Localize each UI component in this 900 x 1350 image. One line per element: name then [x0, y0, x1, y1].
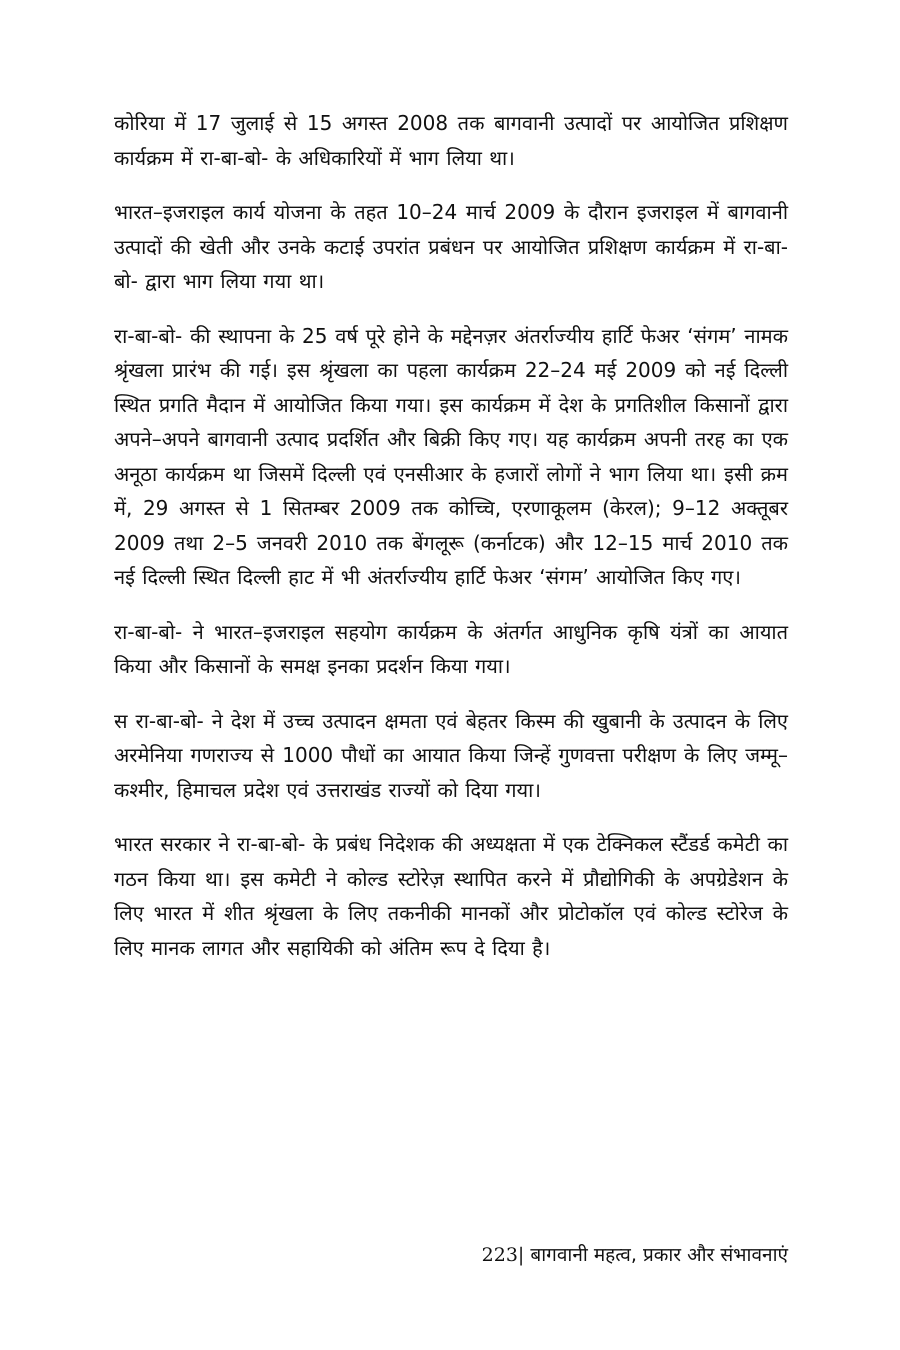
paragraph-machinery-import: रा-बा-बो- ने भारत–इजराइल सहयोग कार्यक्रम के अंतर्गत आधुनिक कृषि यंत्रों का आयात किया और किसानों के समक्ष इनका प्रदर्शन किया गया। — [114, 619, 788, 678]
paragraph-sangam-fair: रा-बा-बो- की स्थापना के 25 वर्ष पूरे होने के मद्देनज़र अंतर्राज्यीय हार्टि फेअर ‘संगम’ नामक श्रृंखला प्रारंभ की गई। इस श्रृंखला का पहला कार्यक्रम 22–24 मई 2009 को नई दिल्ली स्थित प्रगति मैदान में आयोजित किया गया। इस कार्यक्रम में देश के प्रगतिशील किसानों द्वारा अपने–अपने बागवानी उत्पाद प्रदर्शित और बिक्री किए गए। यह कार्यक्रम अपनी तरह का एक अनूठा कार्यक्रम था जिसमें दिल्ली एवं एनसीआर के हजारों लोगों ने भाग लिया था। इसी क्रम में, 29 अगस्त से 1 सितम्बर 2009 तक कोच्चि, एरणाकूलम (केरल); 9–12 अक्तूबर 2009 तथा 2–5 जनवरी 2010 तक बेंगलूरू (कर्नाटक) और 12–15 मार्च 2010 तक नई दिल्ली स्थित दिल्ली हाट में भी अंतर्राज्यीय हार्टि फेअर ‘संगम’ आयोजित किए गए। — [114, 323, 788, 589]
paragraph-cold-storage-committee: भारत सरकार ने रा-बा-बो- के प्रबंध निदेशक की अध्यक्षता में एक टेक्निकल स्टैंडर्ड कमेटी का गठन किया था। इस कमेटी ने कोल्ड स्टोरेज़ स्थापित करने में प्रौद्योगिकी के अपग्रेडेशन के लिए भारत में शीत श्रृंखला के लिए तकनीकी मानकों और प्रोटोकॉल एवं कोल्ड स्टोरेज के लिए मानक लागत और सहायिकी को अंतिम रूप दे दिया है। — [114, 832, 788, 960]
paragraph-apricot-plants: स रा-बा-बो- ने देश में उच्च उत्पादन क्षमता एवं बेहतर किस्म की खुबानी के उत्पादन के लिए अरमेनिया गणराज्य से 1000 पौधों का आयात किया जिन्हें गुणवत्ता परीक्षण के लिए जम्मू–कश्मीर, हिमाचल प्रदेश एवं उत्तराखंड राज्यों को दिया गया। — [114, 708, 788, 802]
page-footer — [482, 1240, 788, 1270]
page-number: 223 — [481, 1244, 518, 1266]
book-title: बागवानी महत्व, प्रकार और संभावनाएं — [524, 1244, 788, 1266]
page-body — [114, 106, 788, 985]
paragraph-india-israel-work-plan: भारत–इजराइल कार्य योजना के तहत 10–24 मार्च 2009 के दौरान इजराइल में बागवानी उत्पादों की खेती और उनके कटाई उपरांत प्रबंधन पर आयोजित प्रशिक्षण कार्यक्रम में रा-बा-बो- द्वारा भाग लिया गया था। — [114, 200, 788, 293]
paragraph-korea-training: कोरिया में 17 जुलाई से 15 अगस्त 2008 तक बागवानी उत्पादों पर आयोजित प्रशिक्षण कार्यक्रम में रा-बा-बो- के अधिकारियों में भाग लिया था। — [114, 111, 788, 170]
footer-separator: | — [517, 1244, 525, 1266]
